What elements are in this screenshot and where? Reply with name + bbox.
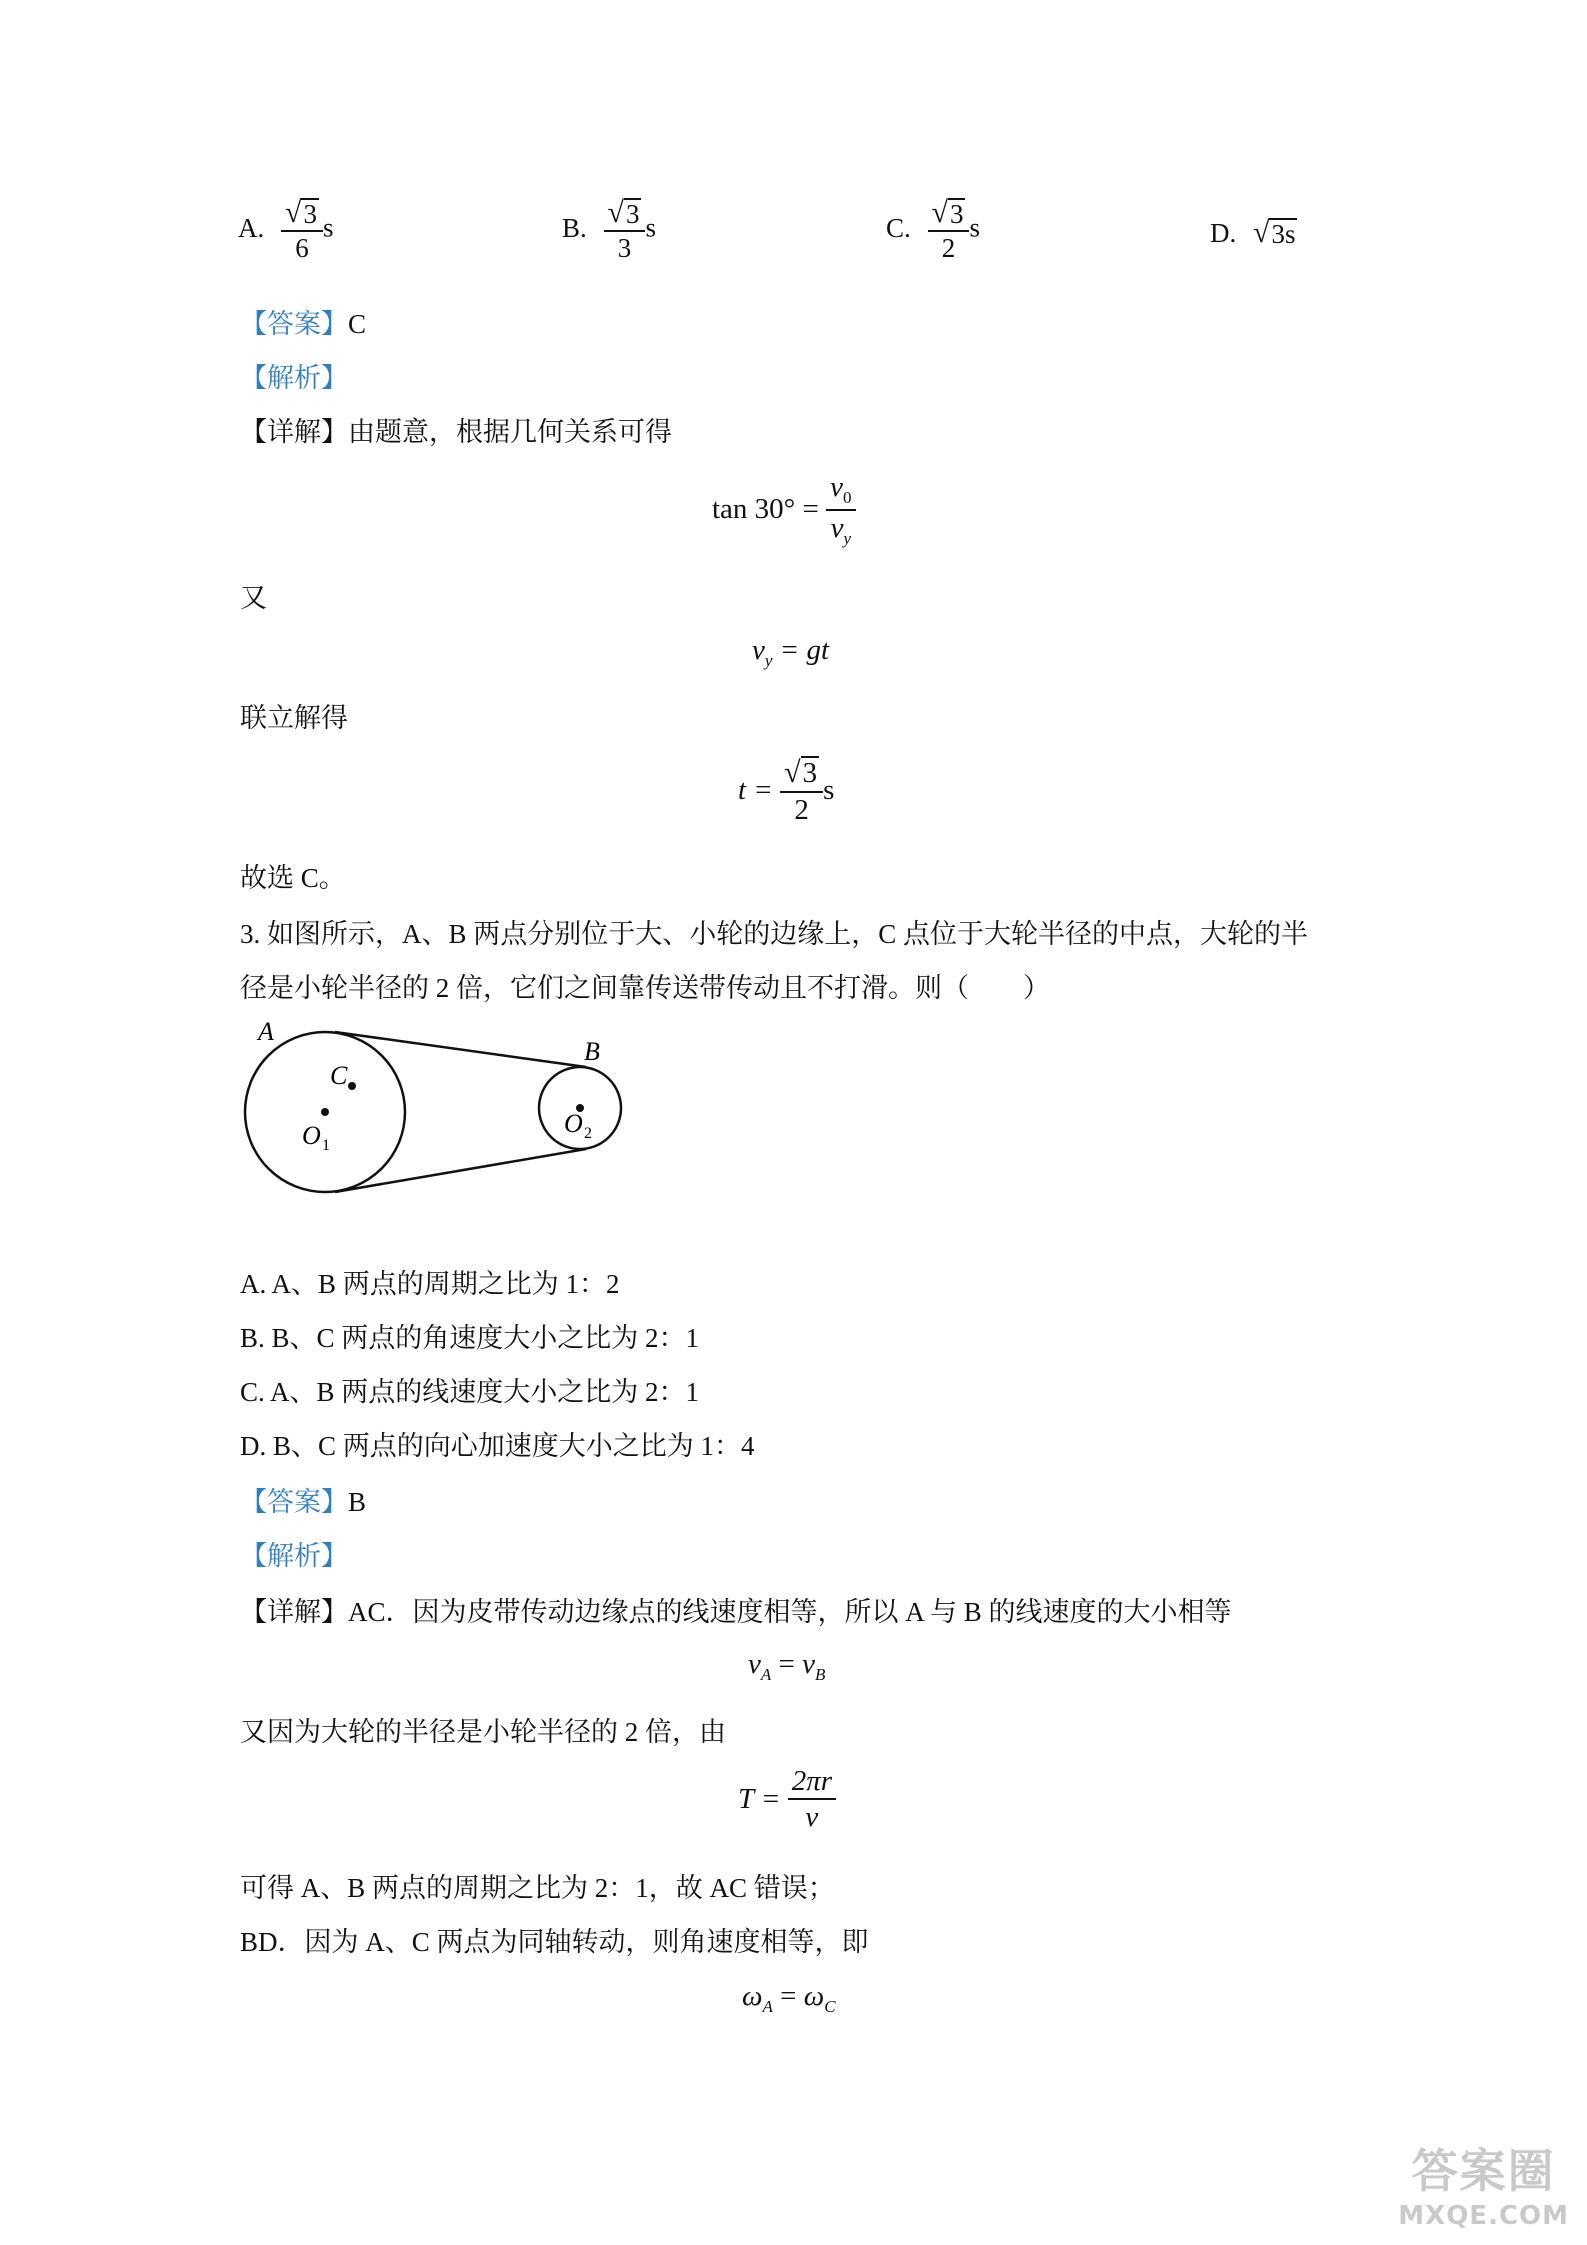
q2-analysis-label: 【解析】 [240,363,348,393]
watermark-logo: 答案圈 MXQE.COM [1398,2144,1569,2231]
label-o2: O [564,1109,583,1138]
belt-bottom [335,1149,586,1192]
belt-pulley-figure [230,1010,650,1210]
q3-big-radius-line: 又因为大轮的半径是小轮半径的 2 倍，由 [240,1717,726,1747]
q2-detail: 【详解】由题意，根据几何关系可得 [240,417,672,447]
q2-option-d: D. √ 3s [1210,216,1296,250]
fraction: √ 3 3 [604,198,646,263]
label-c: C [330,1061,348,1090]
q2-also: 又 [240,583,267,613]
q3-option-b: B. B、C 两点的角速度大小之比为 2：1 [240,1323,700,1353]
q2-equation-vy: $v_y$ = gt [752,634,830,670]
label-b: B [584,1037,600,1066]
label-o1-sub: 1 [322,1137,330,1154]
q2-answer: 【答案】C [240,309,367,339]
q3-bd-text: BD．因为 A、C 两点为同轴转动，则角速度相等，即 [240,1927,869,1957]
fraction: √ 3 2 [928,198,970,263]
belt-top [335,1032,586,1067]
q3-stem-line1: 3. 如图所示，A、B 两点分别位于大、小轮的边缘上，C 点位于大轮半径的中点，大轮的半 [240,919,1309,949]
q2-equation-t: t = √ 3 2 s [738,756,835,826]
label-o2-sub: 2 [584,1125,592,1142]
q3-equation-omega: $\omega_A = \omega_C$ [742,1980,836,2016]
q3-option-d: D. B、C 两点的向心加速度大小之比为 1：4 [240,1431,755,1461]
fraction: √ 3 6 [281,198,323,263]
q3-equation-va-vb: $v_A = v_B$ [748,1648,826,1684]
label-a: A [258,1017,274,1046]
q2-option-a: A. √ 3 6 s [238,196,334,264]
q3-stem-line2: 径是小轮半径的 2 倍，它们之间靠传送带传动且不打滑。则（ ） [240,973,1050,1003]
q2-conclusion: 故选 C。 [240,863,346,893]
q3-option-a: A. A、B 两点的周期之比为 1：2 [240,1269,620,1299]
sqrt-expression: √ 3s [1253,216,1296,250]
q2-equation-tan: tan 30° = $\frac{v_0}{v_y}$ [712,472,856,547]
q3-detail: 【详解】AC．因为皮带传动边缘点的线速度相等，所以 A 与 B 的线速度的大小相等 [240,1597,1232,1627]
q3-option-c: C. A、B 两点的线速度大小之比为 2：1 [240,1377,700,1407]
center-o1-dot [321,1108,329,1116]
q2-option-c: C. √ 3 2 s [886,196,980,264]
q2-option-b: B. √ 3 3 s [562,196,656,264]
q3-analysis-label: 【解析】 [240,1541,348,1571]
q3-period-result: 可得 A、B 两点的周期之比为 2：1，故 AC 错误； [240,1873,835,1903]
point-c-dot [348,1082,356,1090]
q3-answer: 【答案】B [240,1487,367,1517]
q2-combine: 联立解得 [240,703,348,733]
label-o1: O [302,1121,321,1150]
q3-equation-period: T = $\frac{2\pi r}{v}$ [738,1766,836,1833]
